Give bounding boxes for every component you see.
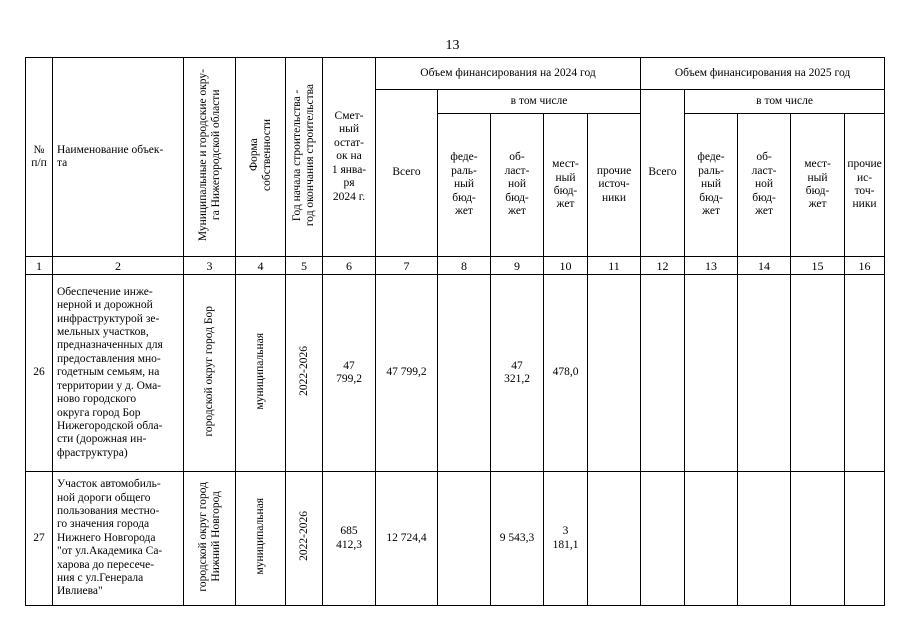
row-ownership <box>236 472 286 606</box>
row-local-2024: 3 181,1 <box>544 472 588 606</box>
column-number: 8 <box>438 257 491 275</box>
header-fin-2025: Объем финансирования на 2025 год <box>641 58 885 90</box>
column-number: 3 <box>184 257 236 275</box>
row-other-2025 <box>845 472 885 606</box>
column-number-row <box>26 257 885 275</box>
row-total-2025 <box>641 275 685 472</box>
row-municipality-text: городской округ город Бор <box>203 305 215 437</box>
row-years-text: 2022-2026 <box>297 511 310 562</box>
row-years <box>286 275 323 472</box>
row-ownership-text: муниципальная <box>254 498 266 575</box>
row-municipality <box>184 275 236 472</box>
page-number: 13 <box>445 38 460 53</box>
header-local-2025: мест- ный бюд- жет <box>791 114 845 257</box>
header-regional-2024: об- ласт- ной бюд- жет <box>491 114 544 257</box>
row-years <box>286 472 323 606</box>
header-regional-2025: об- ласт- ной бюд- жет <box>738 114 791 257</box>
column-number: 11 <box>588 257 641 275</box>
header-balance: Смет- ный остат- ок на 1 янва- ря 2024 г. <box>323 58 376 257</box>
row-local-2025 <box>791 472 845 606</box>
row-balance: 685 412,3 <box>323 472 376 606</box>
row-federal-2025 <box>685 472 738 606</box>
column-number: 13 <box>685 257 738 275</box>
row-federal-2024 <box>438 472 491 606</box>
table-row <box>26 275 885 472</box>
row-years-text: 2022-2026 <box>297 345 310 396</box>
column-number: 5 <box>286 257 323 275</box>
header-federal-2025: феде- раль- ный бюд- жет <box>685 114 738 257</box>
row-local-2024: 478,0 <box>544 275 588 472</box>
header-ownership-text: Форма собственности <box>247 118 273 191</box>
column-number: 10 <box>544 257 588 275</box>
column-number: 6 <box>323 257 376 275</box>
row-municipality <box>184 472 236 606</box>
row-local-2025 <box>791 275 845 472</box>
header-municipality <box>184 58 236 257</box>
row-regional-2024: 47 321,2 <box>491 275 544 472</box>
header-num: № п/п <box>26 58 53 257</box>
header-fin-2024: Объем финансирования на 2024 год <box>376 58 641 90</box>
column-number: 1 <box>26 257 53 275</box>
header-total-2024: Всего <box>376 90 438 257</box>
row-num: 26 <box>26 275 53 472</box>
header-years <box>286 58 323 257</box>
header-local-2024: мест- ный бюд- жет <box>544 114 588 257</box>
financing-table <box>25 57 885 606</box>
column-number: 14 <box>738 257 791 275</box>
row-balance: 47 799,2 <box>323 275 376 472</box>
column-number: 7 <box>376 257 438 275</box>
row-regional-2024: 9 543,3 <box>491 472 544 606</box>
table-row <box>26 472 885 606</box>
row-other-2025 <box>845 275 885 472</box>
row-other-2024 <box>588 275 641 472</box>
header-federal-2024: феде- раль- ный бюд- жет <box>438 114 491 257</box>
row-municipality-text: городской округ город Нижний Новгород <box>196 481 222 592</box>
header-other-2025: прочие ис- точ- ники <box>845 114 885 257</box>
row-total-2024: 47 799,2 <box>376 275 438 472</box>
header-total-2025: Всего <box>641 90 685 257</box>
row-total-2025 <box>641 472 685 606</box>
row-ownership <box>236 275 286 472</box>
row-ownership-text: муниципальная <box>254 332 266 410</box>
row-num: 27 <box>26 472 53 606</box>
header-ownership <box>236 58 286 257</box>
row-name: Участок автомобиль- ной дороги общего пользования местно- го значения города Нижнего Новгорода "от ул.Академика Са- харова до пересече- ния с ул.Генерала Ивлиева" <box>53 472 184 606</box>
header-including-2025: в том числе <box>685 90 885 114</box>
row-federal-2024 <box>438 275 491 472</box>
row-name: Обеспечение инже- нерной и дорожной инфраструктурой зе- мельных участков, предназначенных для предоставления мно- годетным семьям, на территории у д. Ома- ново городского округа город Бор Нижегородской обла- сти (дорожная ин- фраструктура) <box>53 275 184 472</box>
column-number: 12 <box>641 257 685 275</box>
header-years-text: Год начала строительства - год окончания строительства <box>291 83 316 226</box>
column-number: 15 <box>791 257 845 275</box>
header-name: Наименование объек- та <box>53 58 184 257</box>
column-number: 9 <box>491 257 544 275</box>
header-row-1 <box>26 58 885 90</box>
header-other-2024: прочие источ- ники <box>588 114 641 257</box>
column-number: 2 <box>53 257 184 275</box>
row-regional-2025 <box>738 472 791 606</box>
header-including-2024: в том числе <box>438 90 641 114</box>
row-other-2024 <box>588 472 641 606</box>
row-federal-2025 <box>685 275 738 472</box>
row-total-2024: 12 724,4 <box>376 472 438 606</box>
column-number: 16 <box>845 257 885 275</box>
header-municipality-text: Муниципальные и городские окру- га Нижегородской области <box>196 68 222 241</box>
column-number: 4 <box>236 257 286 275</box>
row-regional-2025 <box>738 275 791 472</box>
